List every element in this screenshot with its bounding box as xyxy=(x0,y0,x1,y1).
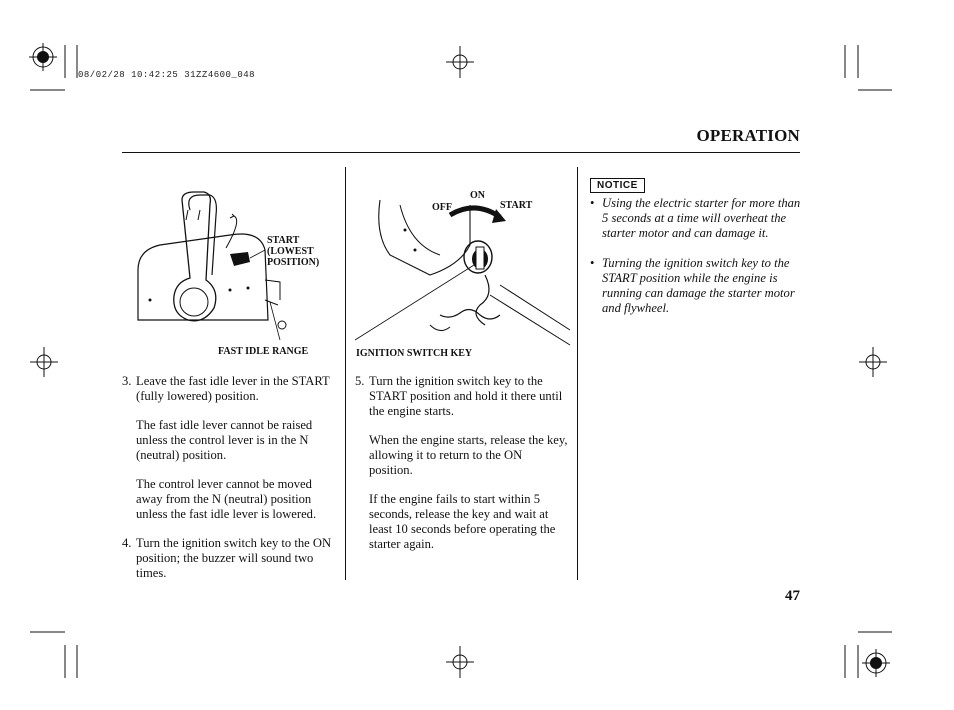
notice-item xyxy=(590,196,802,241)
label-on: ON xyxy=(470,190,485,201)
left-column-text xyxy=(122,374,338,581)
registration-mark-top-left xyxy=(29,43,57,71)
step-5-note-1: When the engine starts, release the key, allowing it to return to the ON position. xyxy=(369,433,568,477)
label-ignition-switch-key: IGNITION SWITCH KEY xyxy=(356,348,473,359)
registration-cross-left xyxy=(30,347,58,377)
step-4-number: 4. xyxy=(122,536,132,550)
notice-list xyxy=(590,196,802,316)
column-divider-left xyxy=(345,167,346,580)
step-5-text: Turn the ignition switch key to the START position and hold it there until the engine starts. xyxy=(369,374,563,418)
label-start-line-3: POSITION) xyxy=(267,257,320,268)
step-5 xyxy=(355,374,569,419)
notice-item-text: Using the electric starter for more than 5 seconds at a time will overheat the starter motor and can damage it. xyxy=(602,196,801,240)
registration-mark-bottom-right xyxy=(862,649,890,677)
label-start-line-2: (LOWEST xyxy=(267,246,314,257)
column-divider-right xyxy=(577,167,578,580)
header-rule xyxy=(122,152,800,153)
step-3-note-1: The fast idle lever cannot be raised unless the control lever is in the N (neutral) position. xyxy=(136,418,313,462)
notice-badge: NOTICE xyxy=(590,178,645,193)
middle-column-text xyxy=(355,374,569,552)
step-5-number: 5. xyxy=(355,374,365,388)
notice-item xyxy=(590,256,802,316)
section-title: OPERATION xyxy=(696,126,800,145)
step-3-text: Leave the fast idle lever in the START (fully lowered) position. xyxy=(136,374,330,403)
ignition-switch-figure xyxy=(370,185,570,350)
step-5-note-2: If the engine fails to start within 5 seconds, release the key and wait at least 10 seconds before operating the starter again. xyxy=(369,492,556,551)
bullet-icon: • xyxy=(590,256,595,270)
page-number: 47 xyxy=(785,588,800,604)
label-fast-idle-range: FAST IDLE RANGE xyxy=(218,346,309,357)
label-start: START xyxy=(500,200,533,211)
step-3-note-2: The control lever cannot be moved away from the N (neutral) position unless the fast idle lever is lowered. xyxy=(136,477,317,521)
print-stamp: 08/02/28 10:42:25 31ZZ4600_048 xyxy=(78,70,256,80)
registration-cross-top xyxy=(446,46,474,78)
registration-cross-bottom xyxy=(446,646,474,678)
registration-cross-right xyxy=(859,347,887,377)
step-3-number: 3. xyxy=(122,374,132,388)
label-start-line-1: START xyxy=(267,235,300,246)
notice-item-text: Turning the ignition switch key to the START position while the engine is running can damage the starter motor and flywheel. xyxy=(602,256,795,315)
label-start-lowest-position xyxy=(267,235,319,268)
step-4-text: Turn the ignition switch key to the ON position; the buzzer will sound two times. xyxy=(136,536,332,580)
bullet-icon: • xyxy=(590,196,595,210)
step-4 xyxy=(122,536,338,581)
step-3 xyxy=(122,374,338,404)
label-off: OFF xyxy=(432,202,452,213)
